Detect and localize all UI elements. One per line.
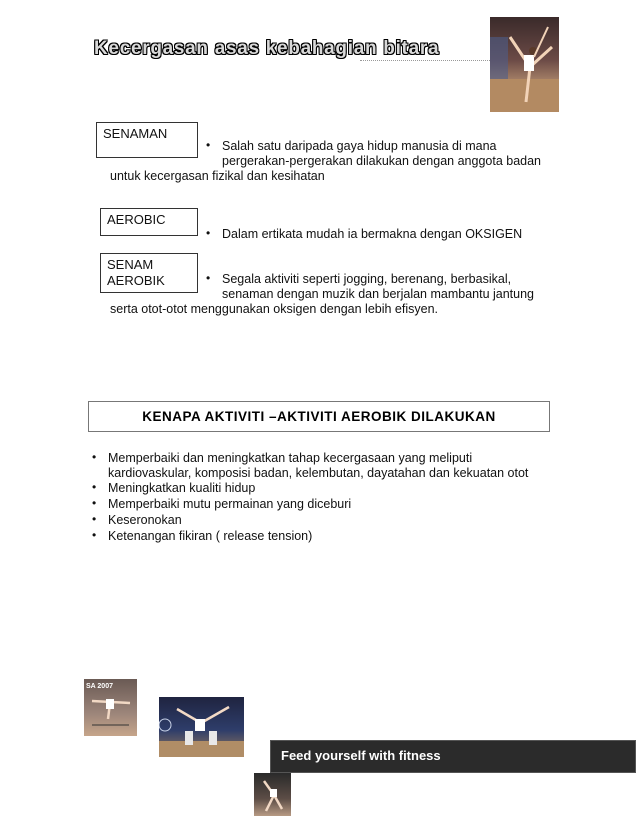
definition-text: pergerakan-pergerakan dilakukan dengan anggota badan bbox=[222, 154, 542, 168]
section-heading: KENAPA AKTIVITI –AKTIVITI AEROBIK DILAKUKAN bbox=[142, 409, 496, 424]
list-item: Ketenangan fikiran ( release tension) bbox=[108, 529, 313, 543]
term-box-senaman bbox=[96, 122, 198, 158]
term-label: SENAMAN bbox=[103, 126, 168, 141]
list-item: kardiovaskular, komposisi badan, kelembutan, dayatahan dan kekuatan otot bbox=[108, 466, 529, 480]
term-label: AEROBIK bbox=[107, 273, 165, 288]
gymnast-figure-icon bbox=[490, 17, 559, 112]
bullet-icon: • bbox=[92, 528, 97, 542]
bullet-icon: • bbox=[92, 480, 97, 494]
photo-bottom-2 bbox=[159, 697, 244, 757]
term-box-senam-aerobik bbox=[100, 253, 198, 293]
bullet-icon: • bbox=[92, 450, 97, 464]
photo-caption: SA 2007 bbox=[86, 683, 113, 690]
definition-text: Segala aktiviti seperti jogging, berenang, berbasikal, bbox=[222, 272, 512, 286]
bullet-icon: • bbox=[92, 512, 97, 526]
bullet-icon: • bbox=[206, 138, 211, 152]
list-item: Memperbaiki dan meningkatkan tahap kecergasaan yang meliputi bbox=[108, 451, 473, 465]
page-title: Kecergasan asas kebahagian bitara bbox=[94, 38, 440, 59]
term-box-aerobic bbox=[100, 208, 198, 236]
list-item: Meningkatkan kualiti hidup bbox=[108, 481, 256, 495]
gymnast-figure-icon bbox=[84, 679, 137, 736]
bullet-icon: • bbox=[206, 226, 211, 240]
footer-slogan: Feed yourself with fitness bbox=[281, 748, 441, 763]
photo-bottom-3 bbox=[254, 773, 291, 816]
gymnast-group-icon bbox=[159, 697, 244, 757]
term-label: SENAM bbox=[107, 257, 154, 272]
title-underline bbox=[360, 60, 510, 61]
definition-text: senaman dengan muzik dan berjalan mambantu jantung bbox=[222, 287, 535, 301]
gymnast-figure-icon bbox=[254, 773, 291, 816]
photo-bottom-1 bbox=[84, 679, 137, 736]
bullet-icon: • bbox=[206, 271, 211, 285]
definition-text: untuk kecergasan fizikal dan kesihatan bbox=[110, 169, 325, 183]
definition-text: serta otot-otot menggunakan oksigen dengan lebih efisyen. bbox=[110, 302, 439, 316]
section-heading-box bbox=[88, 401, 550, 432]
list-item: Keseronokan bbox=[108, 513, 182, 527]
definition-text: Dalam ertikata mudah ia bermakna dengan OKSIGEN bbox=[222, 227, 523, 241]
photo-top-right bbox=[490, 17, 559, 112]
list-item: Memperbaiki mutu permainan yang diceburi bbox=[108, 497, 352, 511]
bullet-icon: • bbox=[92, 496, 97, 510]
definition-text: Salah satu daripada gaya hidup manusia di mana bbox=[222, 139, 497, 153]
footer-slogan-bar bbox=[270, 740, 636, 773]
term-label: AEROBIC bbox=[107, 212, 166, 227]
